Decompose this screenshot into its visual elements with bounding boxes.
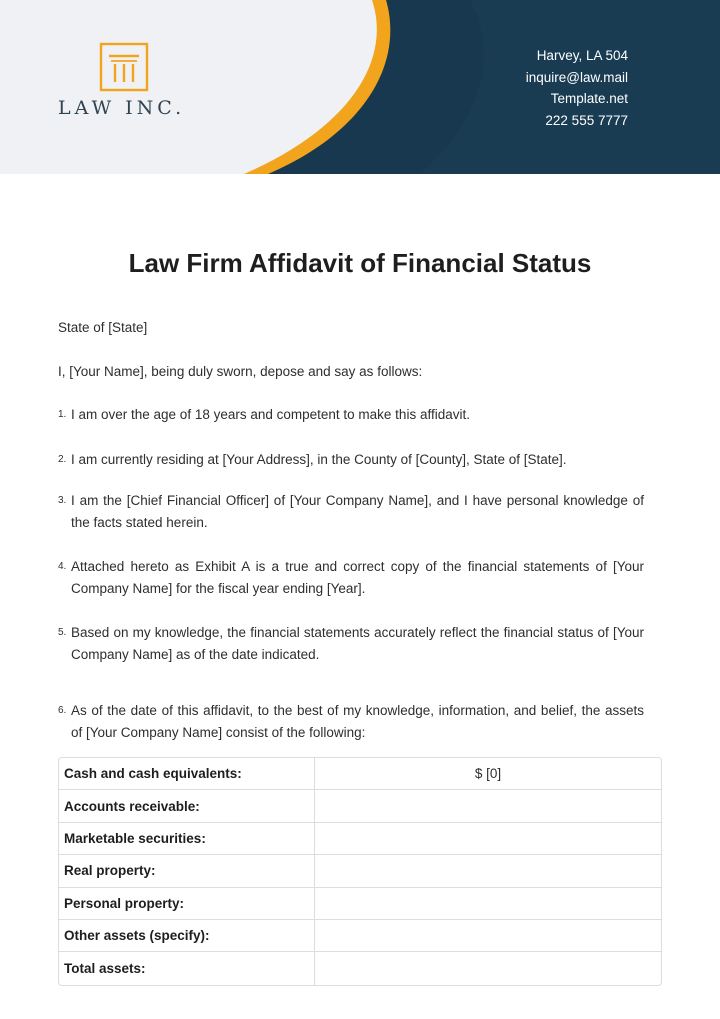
list-item xyxy=(58,490,644,534)
table-row xyxy=(59,920,661,952)
asset-label: Personal property: xyxy=(59,888,315,920)
asset-label: Other assets (specify): xyxy=(59,920,315,952)
list-item-number: 6. xyxy=(58,705,67,716)
list-item-text: As of the date of this affidavit, to the best of my knowledge, information, and belief, the assets of [Your Company Name] consist of the following: xyxy=(71,703,644,740)
pillar-building-icon xyxy=(99,42,149,92)
asset-value[interactable] xyxy=(315,823,661,855)
table-row xyxy=(59,790,661,822)
contact-phone: 222 555 7777 xyxy=(545,112,628,128)
asset-label: Cash and cash equivalents: xyxy=(59,758,315,790)
table-row xyxy=(59,758,661,790)
asset-value[interactable] xyxy=(315,952,661,984)
list-item-number: 3. xyxy=(58,495,67,506)
table-row xyxy=(59,823,661,855)
contact-email[interactable]: inquire@law.mail xyxy=(525,69,628,85)
list-item xyxy=(58,700,644,744)
asset-value[interactable]: $ [0] xyxy=(315,758,661,790)
asset-value[interactable] xyxy=(315,790,661,822)
asset-value[interactable] xyxy=(315,888,661,920)
asset-value[interactable] xyxy=(315,920,661,952)
document-title: Law Firm Affidavit of Financial Status xyxy=(128,248,592,278)
asset-label: Real property: xyxy=(59,855,315,887)
table-row xyxy=(59,952,661,984)
list-item xyxy=(58,556,644,600)
table-row xyxy=(59,888,661,920)
contact-block xyxy=(526,45,628,131)
list-item-number: 1. xyxy=(58,409,67,420)
list-item xyxy=(58,449,644,471)
intro-paragraph: I, [Your Name], being duly sworn, depose and say as follows: xyxy=(58,364,423,379)
list-item-text: I am currently residing at [Your Address], in the County of [County], State of [State]. xyxy=(71,452,567,467)
list-item-number: 5. xyxy=(58,627,67,638)
list-item-number: 4. xyxy=(58,561,67,572)
list-item xyxy=(58,404,644,426)
asset-label: Accounts receivable: xyxy=(59,790,315,822)
brand-name: LAW INC. xyxy=(58,97,186,119)
asset-label: Total assets: xyxy=(59,952,315,984)
list-item-text: Attached hereto as Exhibit A is a true and correct copy of the financial statements of [Your Company Name] for the fiscal year ending [Year]. xyxy=(71,559,644,596)
contact-website[interactable]: Template.net xyxy=(550,91,628,106)
list-item-text: Based on my knowledge, the financial statements accurately reflect the financial status of [Your Company Name] as of the date indicated. xyxy=(71,625,644,662)
list-item-number: 2. xyxy=(58,454,67,465)
list-item xyxy=(58,622,644,666)
list-item-text: I am over the age of 18 years and competent to make this affidavit. xyxy=(71,407,470,422)
contact-address: Harvey, LA 504 xyxy=(536,48,628,63)
assets-table xyxy=(58,757,662,986)
letterhead xyxy=(0,0,720,174)
asset-label: Marketable securities: xyxy=(59,823,315,855)
list-item-text: I am the [Chief Financial Officer] of [Your Company Name], and I have personal knowledge of the facts stated herein. xyxy=(71,493,644,530)
state-line: State of [State] xyxy=(58,320,148,335)
asset-value[interactable] xyxy=(315,855,661,887)
table-row xyxy=(59,855,661,887)
